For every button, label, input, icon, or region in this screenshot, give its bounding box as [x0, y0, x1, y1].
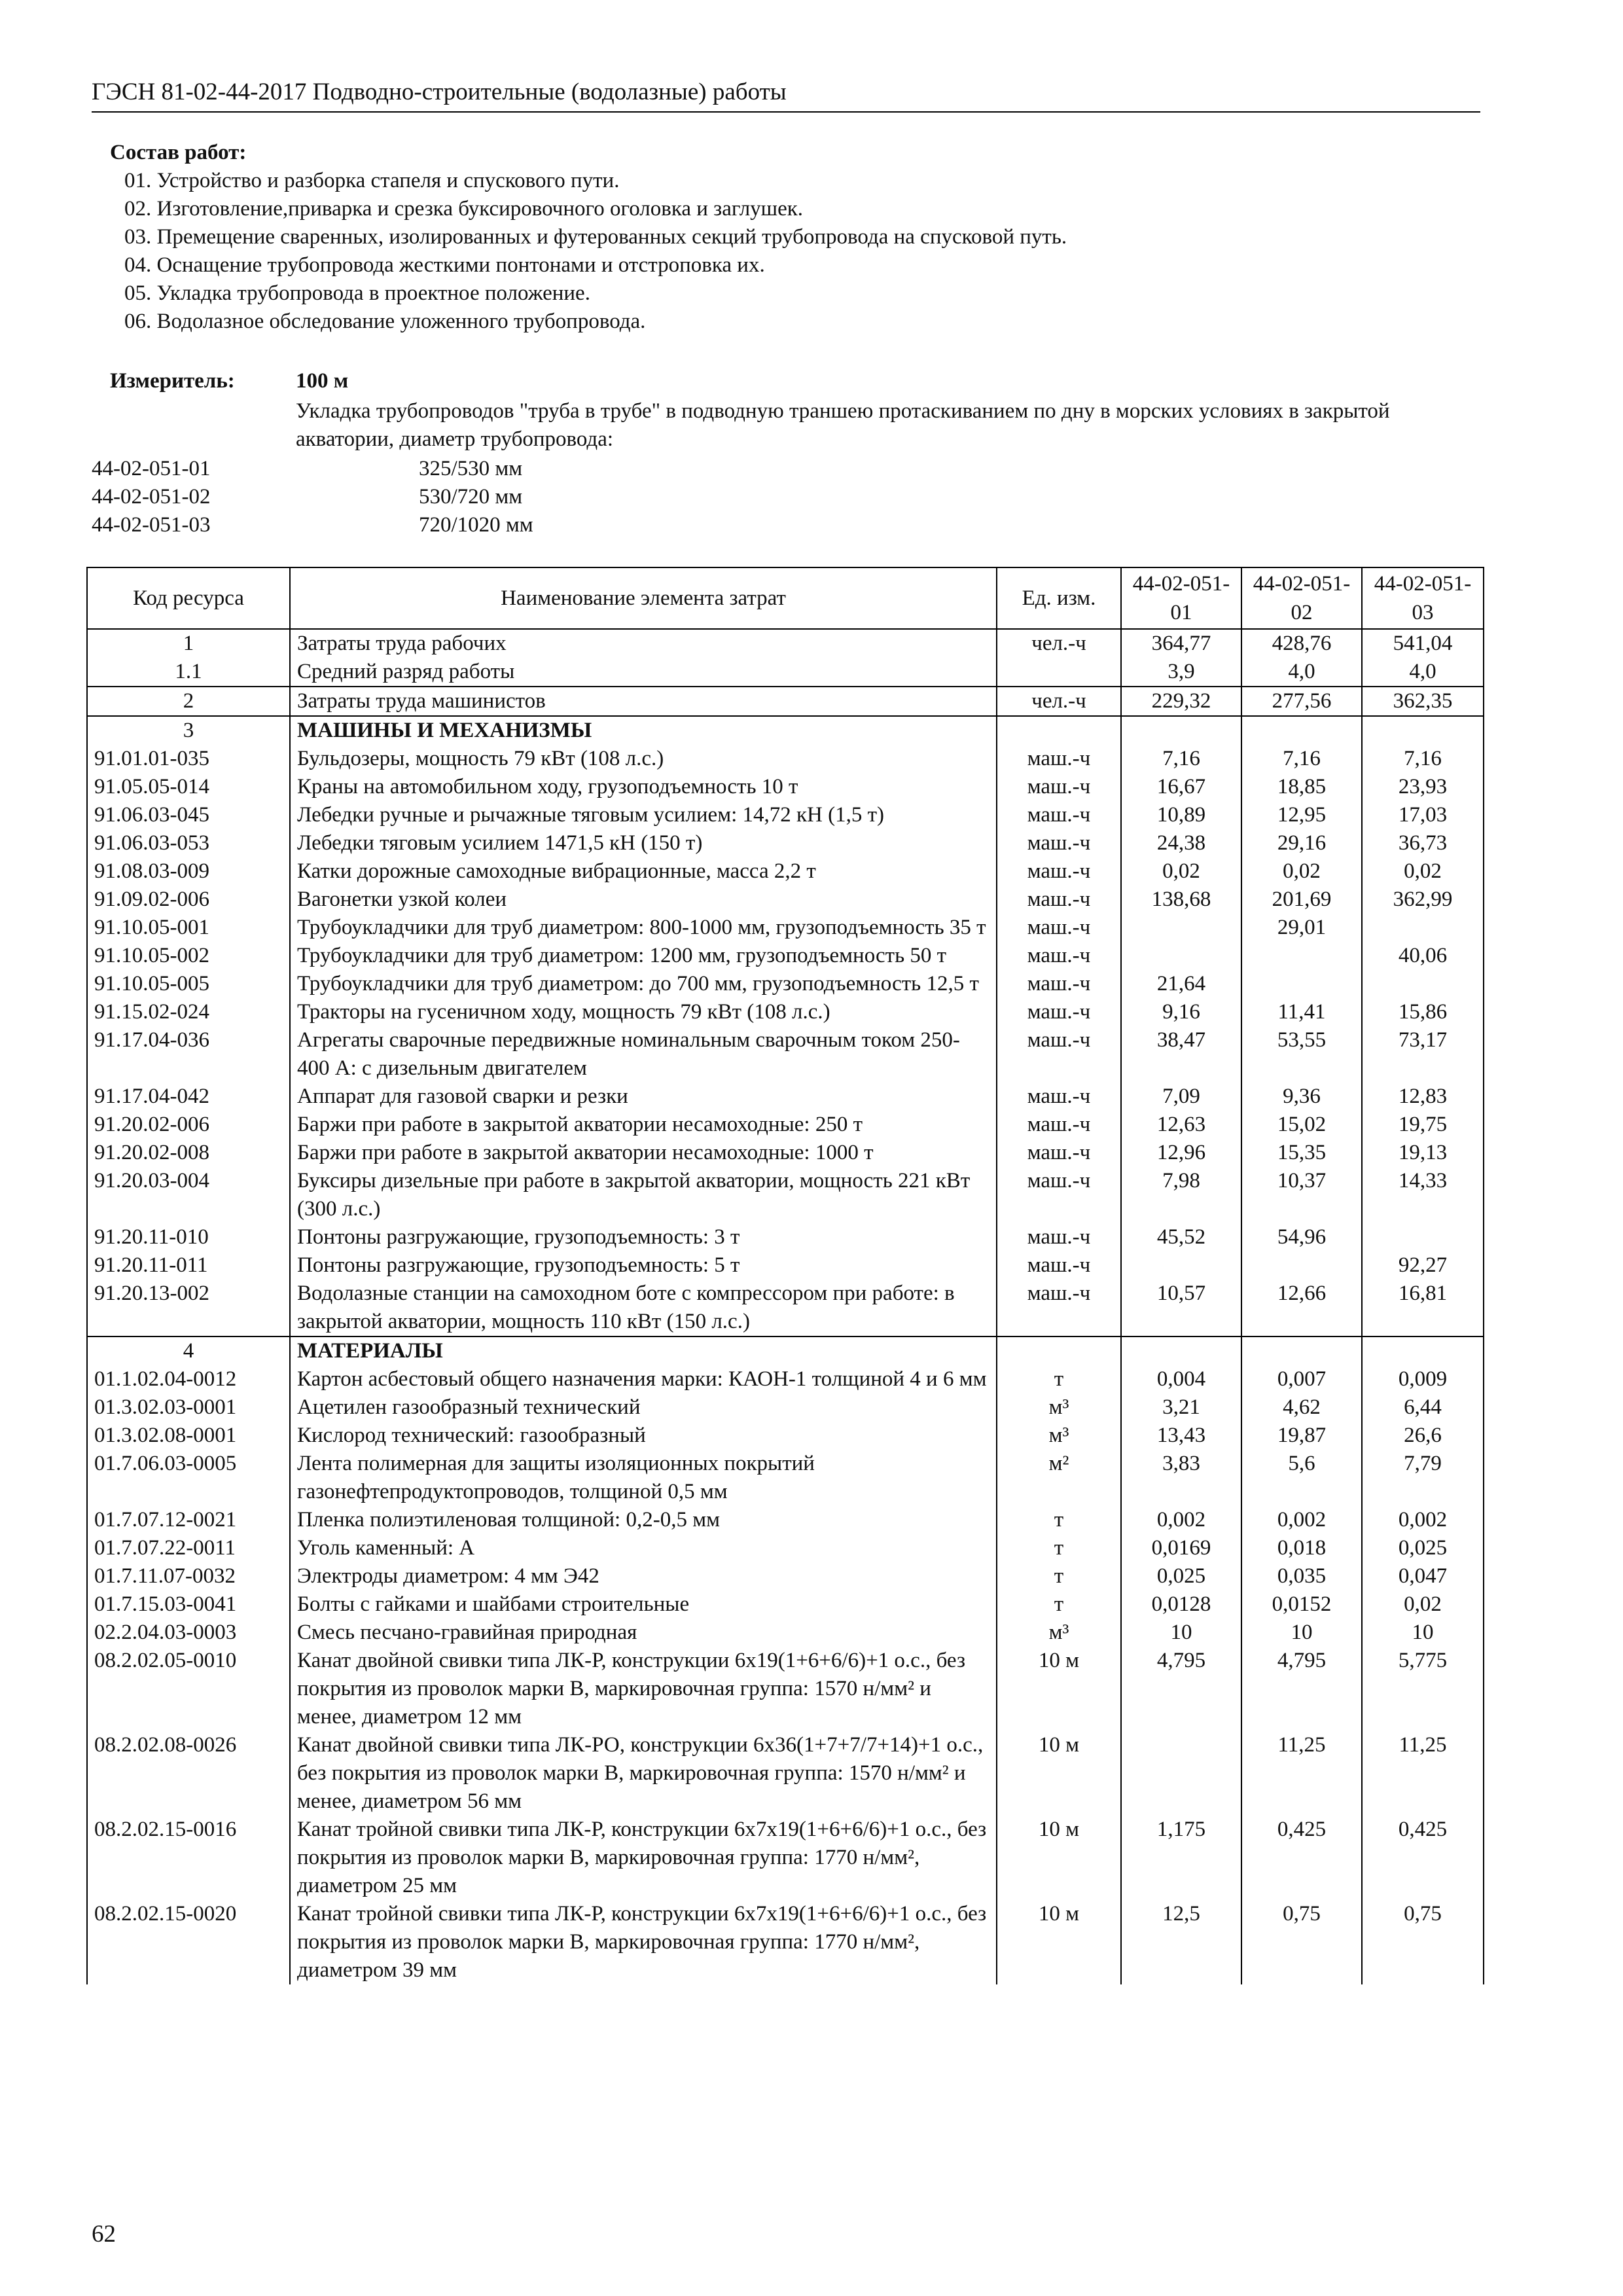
resource-unit	[997, 716, 1121, 745]
value-variant-2: 0,0152	[1241, 1590, 1362, 1619]
value-variant-3: 26,6	[1362, 1422, 1484, 1450]
resource-name: Лента полимерная для защиты изоляционных покрытий газонефтепродуктопроводов, толщиной 0,5 мм	[290, 1450, 997, 1506]
value-variant-1: 364,77	[1121, 629, 1241, 658]
value-variant-3: 0,009	[1362, 1365, 1484, 1393]
resource-code: 91.06.03-053	[87, 829, 290, 857]
resource-name: Пленка полиэтиленовая толщиной: 0,2-0,5 мм	[290, 1506, 997, 1534]
resource-code: 91.20.03-004	[87, 1167, 290, 1223]
value-variant-2: 29,01	[1241, 914, 1362, 942]
resource-code: 02.2.04.03-0003	[87, 1619, 290, 1647]
value-variant-2: 15,35	[1241, 1139, 1362, 1167]
resource-code: 91.17.04-036	[87, 1026, 290, 1083]
variant-code: 44-02-051-01	[92, 457, 211, 480]
resource-unit: м³	[997, 1422, 1121, 1450]
resource-unit: маш.-ч	[997, 970, 1121, 998]
value-variant-3: 0,02	[1362, 857, 1484, 886]
value-variant-3	[1362, 1336, 1484, 1365]
value-variant-2: 11,41	[1241, 998, 1362, 1026]
variant-row	[92, 511, 533, 539]
value-variant-1: 4,795	[1121, 1647, 1241, 1731]
resource-code: 01.7.07.22-0011	[87, 1534, 290, 1562]
value-variant-1: 24,38	[1121, 829, 1241, 857]
resource-name: Картон асбестовый общего назначения марки: КАОН-1 толщиной 4 и 6 мм	[290, 1365, 997, 1393]
value-variant-2: 29,16	[1241, 829, 1362, 857]
value-variant-2	[1241, 716, 1362, 745]
value-variant-2: 201,69	[1241, 886, 1362, 914]
variant-desc: 720/1020 мм	[419, 513, 533, 537]
value-variant-3	[1362, 1223, 1484, 1251]
col-header-unit: Ед. изм.	[997, 567, 1121, 629]
works-item: 04. Оснащение трубопровода жесткими понтонами и отстроповка их.	[124, 253, 765, 277]
works-title: Состав работ:	[110, 141, 247, 164]
resource-code: 1	[87, 629, 290, 658]
resource-name: Тракторы на гусеничном ходу, мощность 79 кВт (108 л.с.)	[290, 998, 997, 1026]
table-row	[87, 857, 1484, 886]
value-variant-3: 362,35	[1362, 687, 1484, 716]
resource-name: Смесь песчано-гравийная природная	[290, 1619, 997, 1647]
table-row	[87, 1167, 1484, 1223]
table-row	[87, 1450, 1484, 1506]
value-variant-1: 9,16	[1121, 998, 1241, 1026]
value-variant-1	[1121, 1251, 1241, 1280]
value-variant-3: 19,75	[1362, 1111, 1484, 1139]
value-variant-2: 277,56	[1241, 687, 1362, 716]
value-variant-1: 10,57	[1121, 1280, 1241, 1336]
value-variant-2: 10,37	[1241, 1167, 1362, 1223]
variant-row	[92, 483, 533, 511]
table-row	[87, 745, 1484, 773]
value-variant-3: 14,33	[1362, 1167, 1484, 1223]
value-variant-3: 7,79	[1362, 1450, 1484, 1506]
table-row	[87, 1365, 1484, 1393]
resource-name: Бульдозеры, мощность 79 кВт (108 л.с.)	[290, 745, 997, 773]
resource-unit: маш.-ч	[997, 1026, 1121, 1083]
value-variant-3: 16,81	[1362, 1280, 1484, 1336]
value-variant-3: 541,04	[1362, 629, 1484, 658]
table-row	[87, 1816, 1484, 1900]
resource-code: 4	[87, 1336, 290, 1365]
value-variant-3	[1362, 716, 1484, 745]
resource-unit: т	[997, 1562, 1121, 1590]
resource-name: Средний разряд работы	[290, 658, 997, 687]
resource-code: 91.09.02-006	[87, 886, 290, 914]
value-variant-2: 0,007	[1241, 1365, 1362, 1393]
value-variant-1: 10,89	[1121, 801, 1241, 829]
table-body	[87, 629, 1484, 1984]
resource-code: 91.10.05-002	[87, 942, 290, 970]
table-row	[87, 1280, 1484, 1336]
value-variant-2: 7,16	[1241, 745, 1362, 773]
resource-name: Аппарат для газовой сварки и резки	[290, 1083, 997, 1111]
resource-code: 91.20.11-010	[87, 1223, 290, 1251]
value-variant-1: 3,83	[1121, 1450, 1241, 1506]
table-row	[87, 886, 1484, 914]
table-row	[87, 1111, 1484, 1139]
resource-name: Уголь каменный: А	[290, 1534, 997, 1562]
value-variant-1	[1121, 1731, 1241, 1816]
value-variant-3: 15,86	[1362, 998, 1484, 1026]
resource-code: 01.3.02.03-0001	[87, 1393, 290, 1422]
resource-unit: маш.-ч	[997, 829, 1121, 857]
value-variant-1: 229,32	[1121, 687, 1241, 716]
page-header	[92, 77, 1480, 113]
resource-unit: маш.-ч	[997, 773, 1121, 801]
resource-unit: 10 м	[997, 1900, 1121, 1984]
value-variant-3: 0,025	[1362, 1534, 1484, 1562]
resource-code: 91.01.01-035	[87, 745, 290, 773]
value-variant-2: 9,36	[1241, 1083, 1362, 1111]
value-variant-1: 3,9	[1121, 658, 1241, 687]
value-variant-2	[1241, 970, 1362, 998]
value-variant-3: 92,27	[1362, 1251, 1484, 1280]
resource-name: Агрегаты сварочные передвижные номинальным сварочным током 250-400 А: с дизельным двигателем	[290, 1026, 997, 1083]
value-variant-2: 19,87	[1241, 1422, 1362, 1450]
resource-code: 08.2.02.15-0016	[87, 1816, 290, 1900]
resource-unit: 10 м	[997, 1816, 1121, 1900]
resource-code: 08.2.02.15-0020	[87, 1900, 290, 1984]
value-variant-2: 0,02	[1241, 857, 1362, 886]
table-row	[87, 1619, 1484, 1647]
value-variant-1: 12,5	[1121, 1900, 1241, 1984]
table-row	[87, 942, 1484, 970]
value-variant-2: 0,035	[1241, 1562, 1362, 1590]
value-variant-3: 0,047	[1362, 1562, 1484, 1590]
section-row	[87, 1336, 1484, 1365]
value-variant-2: 0,002	[1241, 1506, 1362, 1534]
resource-code: 1.1	[87, 658, 290, 687]
works-item: 01. Устройство и разборка стапеля и спускового пути.	[124, 169, 620, 192]
table-row	[87, 1590, 1484, 1619]
table-row	[87, 1647, 1484, 1731]
value-variant-2: 0,75	[1241, 1900, 1362, 1984]
resource-name: Буксиры дизельные при работе в закрытой акватории, мощность 221 кВт (300 л.с.)	[290, 1167, 997, 1223]
resource-unit: маш.-ч	[997, 1223, 1121, 1251]
resource-code: 01.1.02.04-0012	[87, 1365, 290, 1393]
value-variant-1: 12,63	[1121, 1111, 1241, 1139]
resource-unit: маш.-ч	[997, 857, 1121, 886]
resource-code: 2	[87, 687, 290, 716]
works-item: 02. Изготовление,приварка и срезка буксировочного оголовка и заглушек.	[124, 197, 804, 221]
value-variant-3: 73,17	[1362, 1026, 1484, 1083]
resource-unit: 10 м	[997, 1731, 1121, 1816]
value-variant-1: 7,09	[1121, 1083, 1241, 1111]
col-header-code: Код ресурса	[87, 567, 290, 629]
resource-code: 08.2.02.08-0026	[87, 1731, 290, 1816]
value-variant-1: 38,47	[1121, 1026, 1241, 1083]
resource-unit	[997, 1336, 1121, 1365]
table-row	[87, 773, 1484, 801]
resource-name: Ацетилен газообразный технический	[290, 1393, 997, 1422]
value-variant-2: 0,018	[1241, 1534, 1362, 1562]
resource-unit: маш.-ч	[997, 745, 1121, 773]
table-row	[87, 1251, 1484, 1280]
header-title: ГЭСН 81-02-44-2017 Подводно-строительные (водолазные) работы	[92, 79, 787, 105]
resource-unit: м³	[997, 1619, 1121, 1647]
value-variant-2: 18,85	[1241, 773, 1362, 801]
table-row	[87, 1393, 1484, 1422]
value-variant-2: 15,02	[1241, 1111, 1362, 1139]
value-variant-3: 6,44	[1362, 1393, 1484, 1422]
value-variant-1	[1121, 1336, 1241, 1365]
resource-name: МАШИНЫ И МЕХАНИЗМЫ	[290, 716, 997, 745]
value-variant-2: 428,76	[1241, 629, 1362, 658]
value-variant-2: 0,425	[1241, 1816, 1362, 1900]
resource-unit: маш.-ч	[997, 1280, 1121, 1336]
resource-unit: т	[997, 1506, 1121, 1534]
resource-code: 91.17.04-042	[87, 1083, 290, 1111]
value-variant-1: 0,02	[1121, 857, 1241, 886]
variant-desc: 530/720 мм	[419, 485, 523, 509]
value-variant-1: 0,004	[1121, 1365, 1241, 1393]
resource-name: Болты с гайками и шайбами строительные	[290, 1590, 997, 1619]
table-row	[87, 914, 1484, 942]
value-variant-2	[1241, 1251, 1362, 1280]
resource-unit: маш.-ч	[997, 914, 1121, 942]
resource-name: Краны на автомобильном ходу, грузоподъемность 10 т	[290, 773, 997, 801]
value-variant-2	[1241, 942, 1362, 970]
resource-name: Канат двойной свивки типа ЛК-Р, конструкции 6х19(1+6+6/6)+1 о.с., без покрытия из проволок марки В, маркировочная группа: 1570 н/мм² и менее, диаметром 12 мм	[290, 1647, 997, 1731]
works-item: 03. Премещение сваренных, изолированных и футерованных секций трубопровода на спусковой путь.	[124, 225, 1067, 249]
resource-code: 08.2.02.05-0010	[87, 1647, 290, 1731]
resource-unit	[997, 658, 1121, 687]
value-variant-3: 0,02	[1362, 1590, 1484, 1619]
resource-unit: т	[997, 1365, 1121, 1393]
resource-unit: маш.-ч	[997, 1251, 1121, 1280]
resource-unit: чел.-ч	[997, 629, 1121, 658]
section-row	[87, 716, 1484, 745]
value-variant-1: 13,43	[1121, 1422, 1241, 1450]
value-variant-2: 11,25	[1241, 1731, 1362, 1816]
value-variant-3: 7,16	[1362, 745, 1484, 773]
resource-code: 91.20.13-002	[87, 1280, 290, 1336]
table-row	[87, 1562, 1484, 1590]
resource-code: 91.05.05-014	[87, 773, 290, 801]
page-number: 62	[92, 2221, 116, 2248]
resource-code: 91.06.03-045	[87, 801, 290, 829]
value-variant-3: 0,75	[1362, 1900, 1484, 1984]
value-variant-1: 45,52	[1121, 1223, 1241, 1251]
value-variant-3: 11,25	[1362, 1731, 1484, 1816]
resource-name: Трубоукладчики для труб диаметром: 800-1000 мм, грузоподъемность 35 т	[290, 914, 997, 942]
value-variant-3	[1362, 914, 1484, 942]
meter-unit: 100 м	[296, 369, 349, 393]
resource-name: Вагонетки узкой колеи	[290, 886, 997, 914]
value-variant-2	[1241, 1336, 1362, 1365]
resource-name: Трубоукладчики для труб диаметром: до 700 мм, грузоподъемность 12,5 т	[290, 970, 997, 998]
resource-code: 91.08.03-009	[87, 857, 290, 886]
col-header-variant-2: 44-02-051-02	[1241, 567, 1362, 629]
meter-label: Измеритель:	[110, 369, 235, 393]
meter-description: Укладка трубопроводов "труба в трубе" в подводную траншею протаскиванием по дну в морских условиях в закрытой акватории, диаметр трубопровода:	[296, 399, 1390, 451]
variant-row	[92, 455, 533, 483]
value-variant-1	[1121, 914, 1241, 942]
value-variant-3: 23,93	[1362, 773, 1484, 801]
value-variant-1: 1,175	[1121, 1816, 1241, 1900]
resource-name: МАТЕРИАЛЫ	[290, 1336, 997, 1365]
value-variant-3: 10	[1362, 1619, 1484, 1647]
value-variant-2: 4,0	[1241, 658, 1362, 687]
value-variant-1	[1121, 942, 1241, 970]
resource-code: 01.7.11.07-0032	[87, 1562, 290, 1590]
table-row	[87, 1731, 1484, 1816]
value-variant-2: 4,62	[1241, 1393, 1362, 1422]
value-variant-1: 7,16	[1121, 745, 1241, 773]
resource-name: Понтоны разгружающие, грузоподъемность: 5 т	[290, 1251, 997, 1280]
table-header-row	[87, 567, 1484, 629]
value-variant-1	[1121, 716, 1241, 745]
resource-name: Баржи при работе в закрытой акватории несамоходные: 1000 т	[290, 1139, 997, 1167]
value-variant-2: 4,795	[1241, 1647, 1362, 1731]
table-row	[87, 1506, 1484, 1534]
resource-name: Электроды диаметром: 4 мм Э42	[290, 1562, 997, 1590]
value-variant-2: 10	[1241, 1619, 1362, 1647]
value-variant-1: 0,0128	[1121, 1590, 1241, 1619]
variant-code: 44-02-051-03	[92, 513, 211, 537]
section-row	[87, 687, 1484, 716]
value-variant-3: 5,775	[1362, 1647, 1484, 1731]
resource-unit: маш.-ч	[997, 998, 1121, 1026]
table-row	[87, 1534, 1484, 1562]
resource-code: 91.20.11-011	[87, 1251, 290, 1280]
value-variant-2: 54,96	[1241, 1223, 1362, 1251]
works-composition	[110, 139, 1067, 336]
works-item: 05. Укладка трубопровода в проектное положение.	[124, 281, 590, 305]
resource-unit: маш.-ч	[997, 1167, 1121, 1223]
resource-code: 01.7.06.03-0005	[87, 1450, 290, 1506]
value-variant-3: 0,002	[1362, 1506, 1484, 1534]
resource-name: Баржи при работе в закрытой акватории несамоходные: 250 т	[290, 1111, 997, 1139]
resource-code: 91.10.05-005	[87, 970, 290, 998]
resource-unit: 10 м	[997, 1647, 1121, 1731]
resource-name: Кислород технический: газообразный	[290, 1422, 997, 1450]
value-variant-3: 17,03	[1362, 801, 1484, 829]
table-row	[87, 1223, 1484, 1251]
value-variant-1: 12,96	[1121, 1139, 1241, 1167]
resource-code: 3	[87, 716, 290, 745]
table-row	[87, 629, 1484, 658]
col-header-variant-3: 44-02-051-03	[1362, 567, 1484, 629]
table-row	[87, 829, 1484, 857]
resource-code: 91.20.02-008	[87, 1139, 290, 1167]
resource-code: 91.20.02-006	[87, 1111, 290, 1139]
resource-unit: маш.-ч	[997, 1083, 1121, 1111]
value-variant-1: 138,68	[1121, 886, 1241, 914]
resource-code: 01.7.15.03-0041	[87, 1590, 290, 1619]
value-variant-3	[1362, 970, 1484, 998]
variant-desc: 325/530 мм	[419, 457, 523, 480]
value-variant-2: 12,95	[1241, 801, 1362, 829]
resource-unit: т	[997, 1590, 1121, 1619]
resource-unit: маш.-ч	[997, 801, 1121, 829]
resource-unit: м³	[997, 1393, 1121, 1422]
value-variant-1: 16,67	[1121, 773, 1241, 801]
resource-unit: маш.-ч	[997, 886, 1121, 914]
value-variant-3: 12,83	[1362, 1083, 1484, 1111]
resource-name: Понтоны разгружающие, грузоподъемность: 3 т	[290, 1223, 997, 1251]
resource-name: Затраты труда рабочих	[290, 629, 997, 658]
value-variant-1: 0,0169	[1121, 1534, 1241, 1562]
value-variant-1: 10	[1121, 1619, 1241, 1647]
table-row	[87, 1139, 1484, 1167]
value-variant-1: 7,98	[1121, 1167, 1241, 1223]
value-variant-3: 362,99	[1362, 886, 1484, 914]
value-variant-1: 3,21	[1121, 1393, 1241, 1422]
table-row	[87, 998, 1484, 1026]
table-row	[87, 658, 1484, 687]
resource-unit: маш.-ч	[997, 1139, 1121, 1167]
works-item: 06. Водолазное обследование уложенного трубопровода.	[124, 310, 646, 333]
value-variant-2: 12,66	[1241, 1280, 1362, 1336]
value-variant-3: 4,0	[1362, 658, 1484, 687]
resource-unit: маш.-ч	[997, 942, 1121, 970]
resource-name: Катки дорожные самоходные вибрационные, масса 2,2 т	[290, 857, 997, 886]
table-row	[87, 970, 1484, 998]
table-row	[87, 1083, 1484, 1111]
resource-code: 91.10.05-001	[87, 914, 290, 942]
table-row	[87, 1900, 1484, 1984]
resource-name: Лебедки тяговым усилием 1471,5 кН (150 т)	[290, 829, 997, 857]
value-variant-3: 0,425	[1362, 1816, 1484, 1900]
resource-name: Трубоукладчики для труб диаметром: 1200 мм, грузоподъемность 50 т	[290, 942, 997, 970]
resource-code: 01.7.07.12-0021	[87, 1506, 290, 1534]
resource-unit: маш.-ч	[997, 1111, 1121, 1139]
resource-name: Канат тройной свивки типа ЛК-Р, конструкции 6х7х19(1+6+6/6)+1 о.с., без покрытия из проволок марки В, маркировочная группа: 1770 н/мм², диаметром 25 мм	[290, 1816, 997, 1900]
resource-name: Канат двойной свивки типа ЛК-РО, конструкции 6х36(1+7+7/7+14)+1 о.с., без покрытия из проволок марки В, маркировочная группа: 1570 н/мм² и менее, диаметром 56 мм	[290, 1731, 997, 1816]
value-variant-2: 5,6	[1241, 1450, 1362, 1506]
value-variant-1: 0,025	[1121, 1562, 1241, 1590]
resource-name: Затраты труда машинистов	[290, 687, 997, 716]
resource-unit: м²	[997, 1450, 1121, 1506]
resource-name: Водолазные станции на самоходном боте с компрессором при работе: в закрытой акватории, мощность 110 кВт (150 л.с.)	[290, 1280, 997, 1336]
value-variant-2: 53,55	[1241, 1026, 1362, 1083]
resource-unit: чел.-ч	[997, 687, 1121, 716]
resource-code: 01.3.02.08-0001	[87, 1422, 290, 1450]
table-row	[87, 1422, 1484, 1450]
table-row	[87, 1026, 1484, 1083]
col-header-name: Наименование элемента затрат	[290, 567, 997, 629]
table-row	[87, 801, 1484, 829]
resource-unit: т	[997, 1534, 1121, 1562]
variant-list	[92, 455, 533, 539]
value-variant-3: 19,13	[1362, 1139, 1484, 1167]
col-header-variant-1: 44-02-051-01	[1121, 567, 1241, 629]
value-variant-3: 36,73	[1362, 829, 1484, 857]
resource-name: Лебедки ручные и рычажные тяговым усилием: 14,72 кН (1,5 т)	[290, 801, 997, 829]
variant-code: 44-02-051-02	[92, 485, 211, 509]
value-variant-1: 0,002	[1121, 1506, 1241, 1534]
value-variant-3: 40,06	[1362, 942, 1484, 970]
value-variant-1: 21,64	[1121, 970, 1241, 998]
resource-code: 91.15.02-024	[87, 998, 290, 1026]
resource-name: Канат тройной свивки типа ЛК-Р, конструкции 6х7х19(1+6+6/6)+1 о.с., без покрытия из проволок марки В, маркировочная группа: 1770 н/мм², диаметром 39 мм	[290, 1900, 997, 1984]
resource-table	[86, 567, 1484, 1984]
